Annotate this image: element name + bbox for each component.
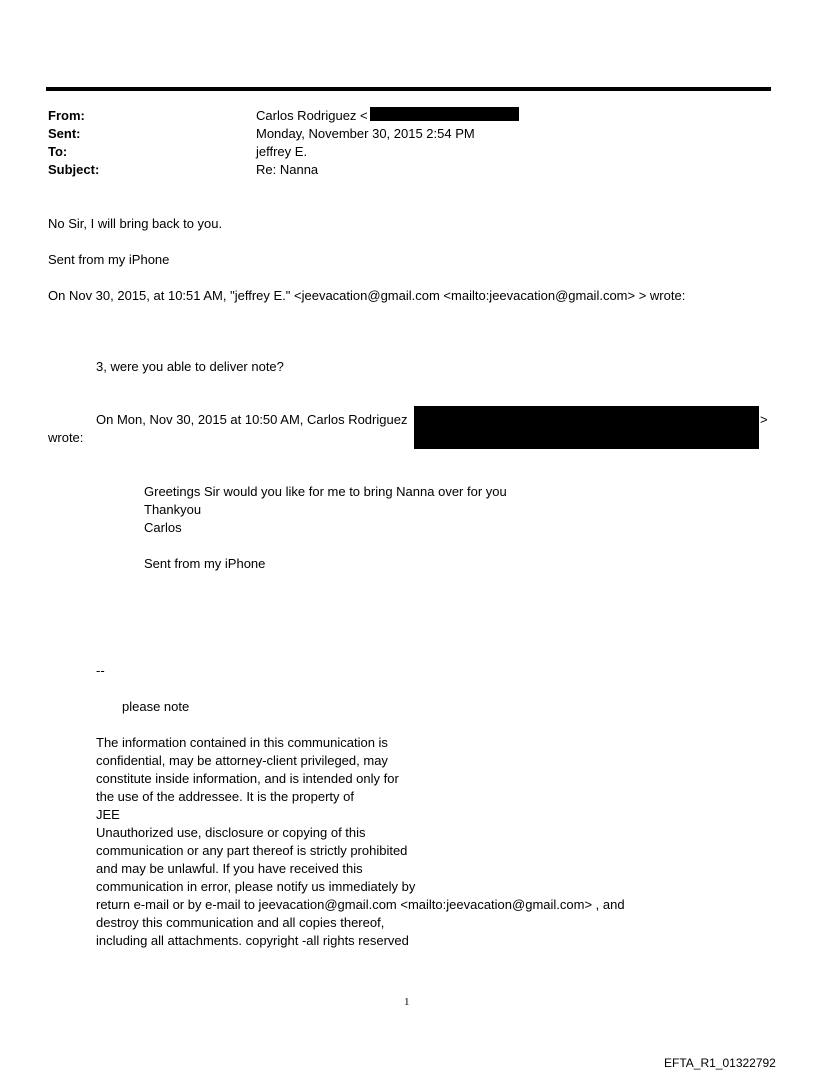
signature-line: Sent from my iPhone xyxy=(48,252,170,267)
please-note-line: please note xyxy=(122,699,190,714)
disclaimer-line: destroy this communication and all copies thereof, xyxy=(96,915,385,930)
to-value: jeffrey E. xyxy=(256,144,308,159)
disclaimer-line: constitute inside information, and is intended only for xyxy=(96,771,399,786)
sent-value: Monday, November 30, 2015 2:54 PM xyxy=(256,126,475,141)
nested-message-line: Greetings Sir would you like for me to bring Nanna over for you xyxy=(144,484,507,499)
bates-stamp: EFTA_R1_01322792 xyxy=(664,1056,776,1070)
disclaimer-line: Unauthorized use, disclosure or copying of this xyxy=(96,825,366,840)
disclaimer-line: confidential, may be attorney-client privileged, may xyxy=(96,753,388,768)
nested-quote-header: On Mon, Nov 30, 2015 at 10:50 AM, Carlos Rodriguez xyxy=(96,412,408,427)
nested-signature-line: Sent from my iPhone xyxy=(144,556,266,571)
disclaimer-line: and may be unlawful. If you have received this xyxy=(96,861,363,876)
reply-line: No Sir, I will bring back to you. xyxy=(48,216,223,231)
disclaimer-line: JEE xyxy=(96,807,120,822)
to-label: To: xyxy=(48,144,68,159)
nested-quote-wrote: wrote: xyxy=(48,430,84,445)
nested-message-line: Thankyou xyxy=(144,502,202,517)
sent-label: Sent: xyxy=(48,126,81,141)
disclaimer-line: communication in error, please notify us immediately by xyxy=(96,879,416,894)
redaction-box xyxy=(414,406,759,449)
quote-header: On Nov 30, 2015, at 10:51 AM, "jeffrey E." <jeevacation@gmail.com <mailto:jeevacation@gmail.com> > wrote: xyxy=(48,288,686,303)
redaction-box xyxy=(370,107,519,121)
page-number: 1 xyxy=(404,996,410,1008)
nested-message-line: Carlos xyxy=(144,520,182,535)
subject-value: Re: Nanna xyxy=(256,162,319,177)
subject-label: Subject: xyxy=(48,162,100,177)
nested-quote-header-end: > xyxy=(760,412,768,427)
question-line: 3, were you able to deliver note? xyxy=(96,359,284,374)
disclaimer-line: communication or any part thereof is strictly prohibited xyxy=(96,843,408,858)
header-rule xyxy=(46,87,771,91)
disclaimer-line: return e-mail or by e-mail to jeevacation@gmail.com <mailto:jeevacation@gmail.com> , and xyxy=(96,897,625,912)
from-label: From: xyxy=(48,108,85,123)
disclaimer-line: the use of the addressee. It is the property of xyxy=(96,789,354,804)
from-value: Carlos Rodriguez < xyxy=(256,108,368,123)
disclaimer-line: including all attachments. copyright -all rights reserved xyxy=(96,933,409,948)
signature-separator: -- xyxy=(96,663,105,678)
disclaimer-line: The information contained in this communication is xyxy=(96,735,388,750)
